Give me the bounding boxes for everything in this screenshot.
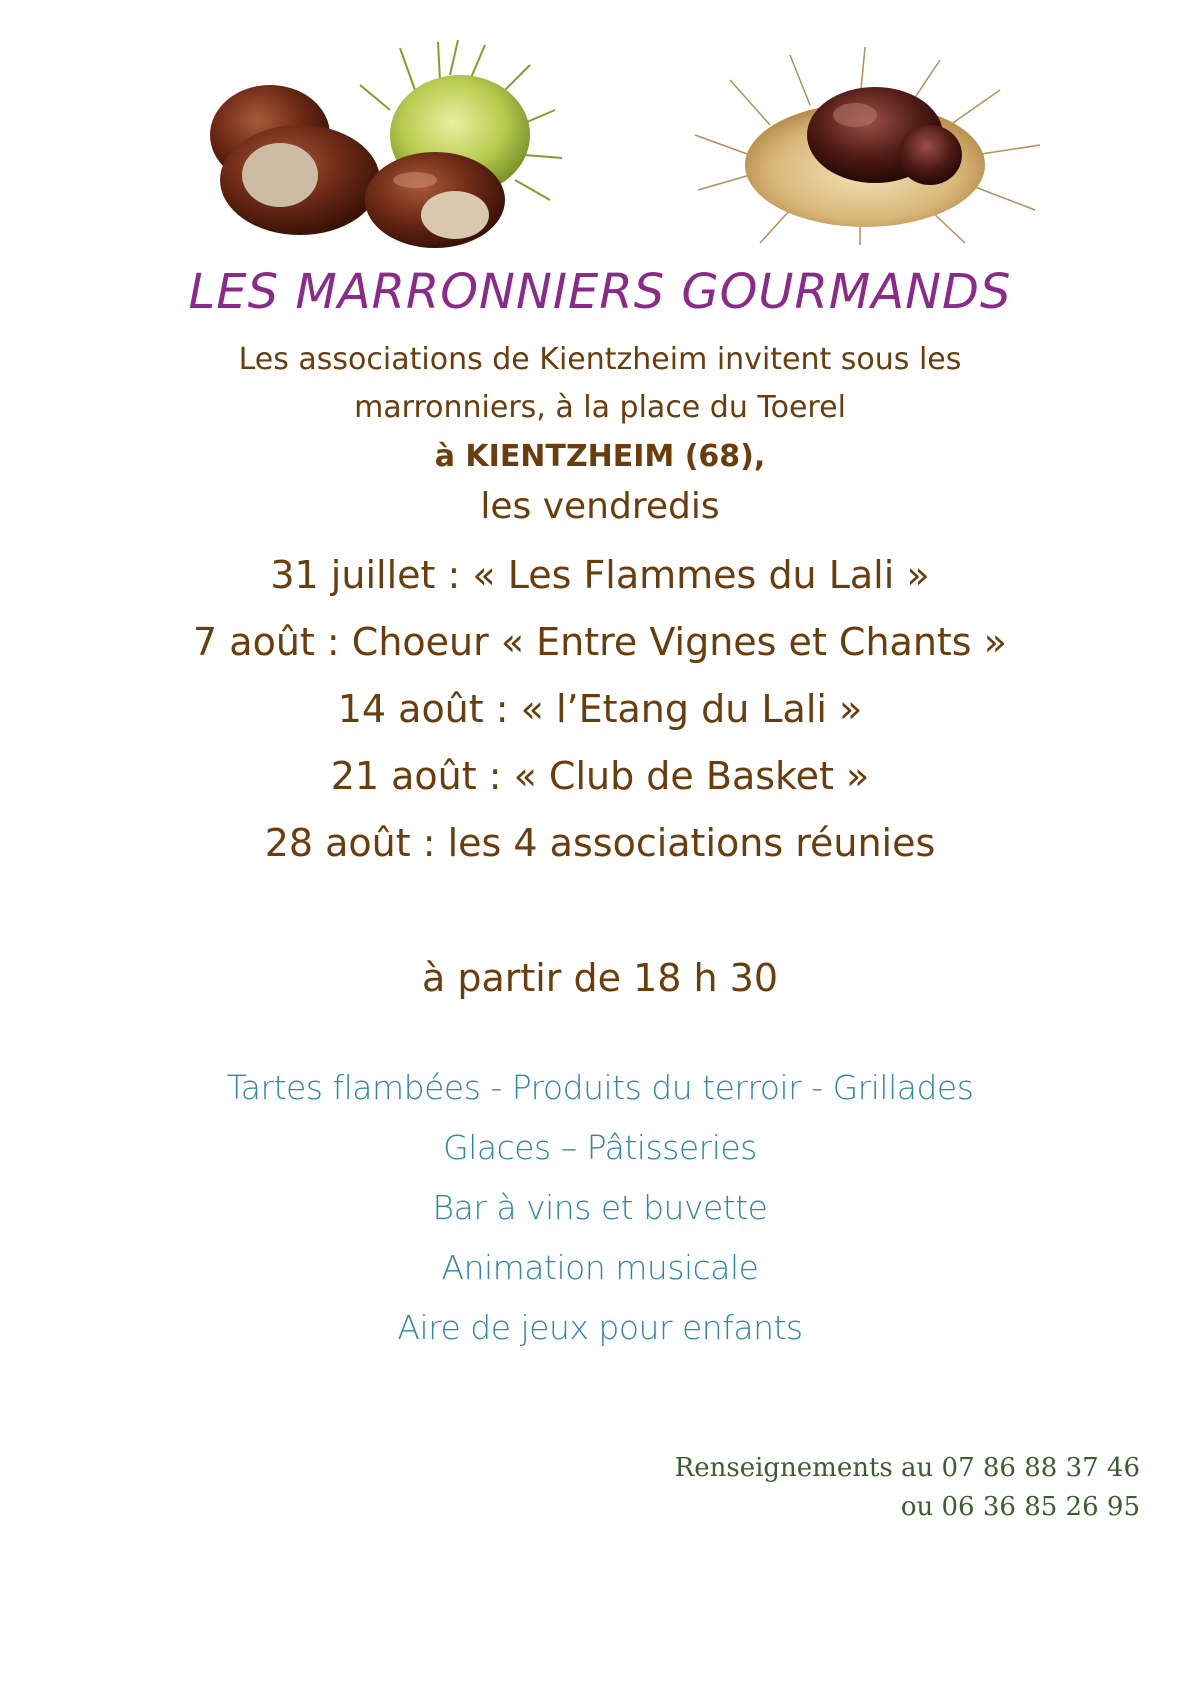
contact-phone-1: Renseignements au 07 86 88 37 46: [674, 1453, 1140, 1483]
offer-item: Tartes flambées - Produits du terroir - Grillades: [226, 1068, 974, 1107]
intro-days: les vendredis: [480, 486, 720, 527]
event-item: 28 août : les 4 associations réunies: [264, 821, 936, 865]
offer-item: Animation musicale: [441, 1248, 759, 1287]
contact-phone-2: ou 06 36 85 26 95: [900, 1492, 1140, 1522]
event-item: 21 août : « Club de Basket »: [330, 754, 870, 798]
start-time: à partir de 18 h 30: [421, 956, 779, 1000]
event-title: LES MARRONNIERS GOURMANDS: [188, 264, 1012, 320]
intro-line-2: marronniers, à la place du Toerel: [354, 390, 846, 425]
event-item: 7 août : Choeur « Entre Vignes et Chants »: [193, 620, 1007, 664]
offer-item: Bar à vins et buvette: [432, 1188, 768, 1227]
intro-location: à KIENTZHEIM (68),: [434, 439, 766, 474]
event-item: 14 août : « l’Etang du Lali »: [337, 687, 863, 731]
offer-item: Glaces – Pâtisseries: [443, 1128, 757, 1167]
chestnut-burr-illustration: [690, 45, 1050, 245]
offer-item: Aire de jeux pour enfants: [397, 1308, 803, 1347]
event-item: 31 juillet : « Les Flammes du Lali »: [270, 553, 930, 597]
intro-line-1: Les associations de Kientzheim invitent sous les: [238, 342, 962, 377]
horse-chestnut-illustration: [200, 40, 600, 250]
